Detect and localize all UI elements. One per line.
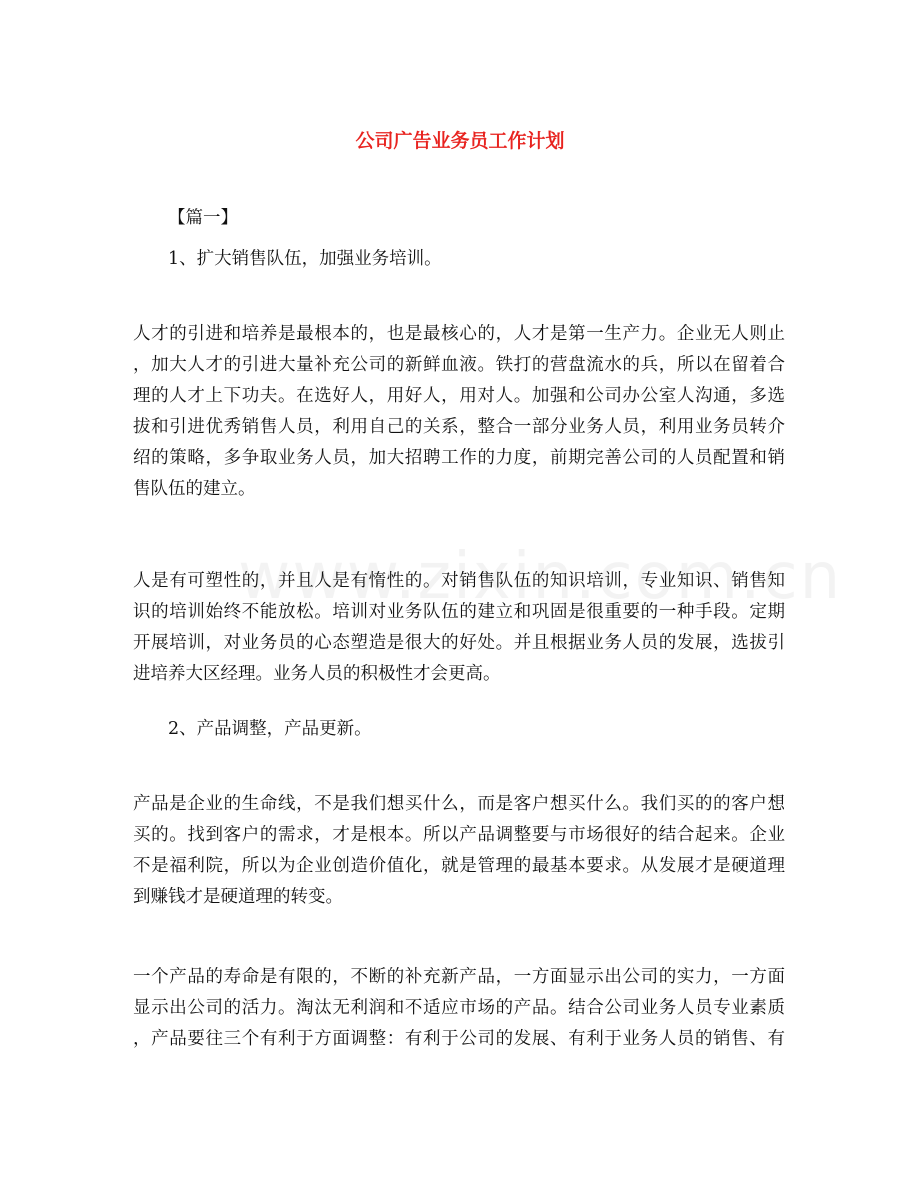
paragraph-4 [133, 962, 785, 1055]
paragraph-line: 到赚钱才是硬道理的转变。 [133, 887, 343, 907]
heading-1: 1、扩大销售队伍，加强业务培训。 [168, 249, 442, 269]
paragraph-line: 拔和引进优秀销售人员，利用自己的关系，整合一部分业务人员，利用业务员转介 [133, 417, 785, 437]
section-label: 【篇一】 [168, 208, 238, 228]
paragraph-line: 人是有可塑性的，并且人是有惰性的。对销售队伍的知识培训，专业知识、销售知 [133, 571, 785, 591]
paragraph-line: 买的。找到客户的需求，才是根本。所以产品调整要与市场很好的结合起来。企业 [133, 825, 785, 845]
paragraph-line: 售队伍的建立。 [133, 479, 256, 499]
heading-2: 2、产品调整，产品更新。 [168, 719, 372, 739]
paragraph-line: 显示出公司的活力。淘汰无利润和不适应市场的产品。结合公司业务人员专业素质 [133, 998, 785, 1018]
document-title: 公司广告业务员工作计划 [355, 130, 565, 152]
paragraph-line: 不是福利院，所以为企业创造价值化，就是管理的最基本要求。从发展才是硬道理 [133, 856, 785, 876]
paragraph-line: 进培养大区经理。业务人员的积极性才会更高。 [133, 664, 501, 684]
paragraph-line: 识的培训始终不能放松。培训对业务队伍的建立和巩固是很重要的一种手段。定期 [133, 602, 785, 622]
paragraph-line: ，加大人才的引进大量补充公司的新鲜血液。铁打的营盘流水的兵，所以在留着合 [133, 355, 785, 375]
paragraph-line: 绍的策略，多争取业务人员，加大招聘工作的力度，前期完善公司的人员配置和销 [133, 448, 785, 468]
paragraph-line: 一个产品的寿命是有限的，不断的补充新产品，一方面显示出公司的实力，一方面 [133, 967, 785, 987]
paragraph-line: 理的人才上下功夫。在选好人，用好人，用对人。加强和公司办公室人沟通，多选 [133, 386, 785, 406]
paragraph-line: ，产品要往三个有利于方面调整：有利于公司的发展、有利于业务人员的销售、有 [133, 1029, 785, 1049]
paragraph-line: 人才的引进和培养是最根本的，也是最核心的，人才是第一生产力。企业无人则止 [133, 324, 785, 344]
paragraph-1 [133, 319, 785, 505]
paragraph-line: 产品是企业的生命线，不是我们想买什么，而是客户想买什么。我们买的的客户想 [133, 794, 785, 814]
paragraph-2 [133, 566, 785, 690]
paragraph-line: 开展培训，对业务员的心态塑造是很大的好处。并且根据业务人员的发展，选拔引 [133, 633, 785, 653]
paragraph-3 [133, 789, 785, 913]
